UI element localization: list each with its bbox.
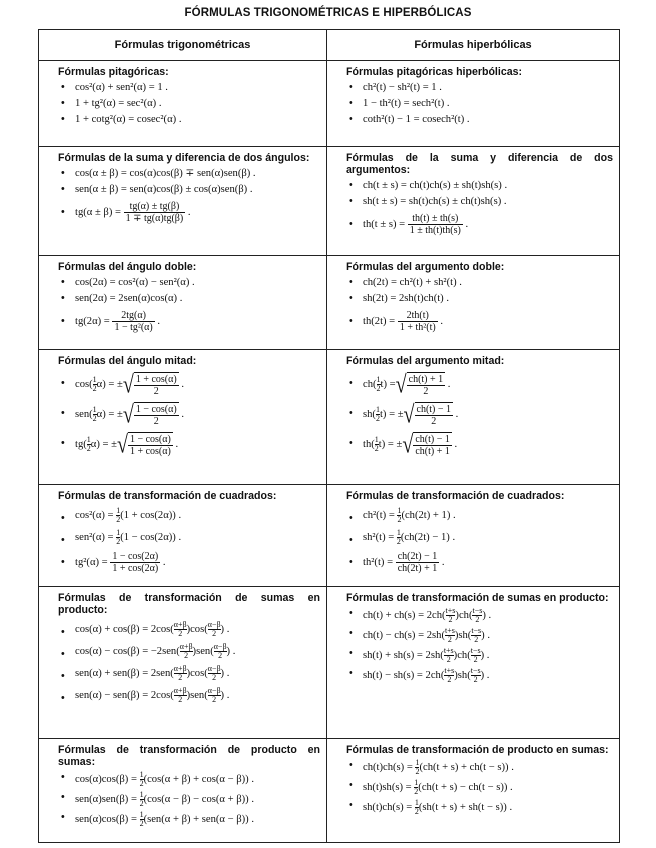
formula: • cos²(α) + sen²(α) = 1 . <box>59 81 320 94</box>
numerator: 1 <box>376 375 381 384</box>
fraction <box>396 551 440 574</box>
formula <box>59 507 320 524</box>
numerator: 1 <box>92 375 97 384</box>
arg-fraction <box>214 643 227 660</box>
formula-text: sh(t)ch(s) = <box>363 801 413 813</box>
formula-table <box>38 29 620 843</box>
section-title: Fórmulas del argumento doble: <box>346 261 505 273</box>
formula-lhs: th(t ± s) = <box>363 218 406 230</box>
arg-fraction <box>471 667 481 684</box>
section-title: Fórmulas pitagóricas hiperbólicas: <box>346 66 523 78</box>
section-title: Fórmulas pitagóricas: <box>58 66 169 78</box>
formula-text: cos <box>190 667 205 679</box>
fraction <box>112 310 154 333</box>
denominator: 2 <box>415 767 420 776</box>
numerator: ch(t) + 1 <box>408 374 444 385</box>
formula-text: sen(α)cos(β) = <box>75 813 137 825</box>
fraction <box>398 310 438 333</box>
denominator: 2 <box>444 675 454 684</box>
formula-text: (1 − cos(2α)) . <box>120 531 182 543</box>
numerator: 1 − cos(α) <box>129 434 171 445</box>
fraction <box>128 434 173 457</box>
numerator: ch(t) − 1 <box>415 434 450 445</box>
numerator: α+β <box>173 686 187 695</box>
section-title: Fórmulas de transformación de cuadrados: <box>346 490 565 502</box>
fraction <box>124 201 186 224</box>
formula: • 1 + tg²(α) = sec²(α) . <box>59 97 320 110</box>
formula-text: sen(α) − sen(β) = 2cos <box>75 689 171 701</box>
formula: • ch(2t) = ch²(t) + sh²(t) . <box>347 276 613 289</box>
formula-text: cos( <box>75 378 93 390</box>
section-row <box>39 350 620 485</box>
section-cell <box>327 350 619 465</box>
denominator: 2 <box>471 635 481 644</box>
numerator: 1 <box>139 790 144 799</box>
formula: • sh(t ± s) = sh(t)ch(s) ± ch(t)sh(s) . <box>347 195 613 208</box>
arg-fraction <box>471 627 481 644</box>
numerator: α−β <box>207 686 221 695</box>
denominator: 2 <box>214 651 227 660</box>
formula: • sen( $\frac{1}{2}$ α) = ±√ $\frac{1 - \cos(\alpha)}{2}$ . <box>59 402 320 427</box>
denominator: 2 <box>174 629 187 638</box>
formula-text: t) = ± <box>379 408 404 420</box>
numerator: 1 <box>415 758 420 767</box>
formula-text: cos(α) + cos(β) = 2cos <box>75 623 171 635</box>
denominator: 2 <box>374 444 379 453</box>
formula-text: cos(α)cos(β) = <box>75 773 137 785</box>
denominator: 2 <box>471 675 481 684</box>
section-title: Fórmulas del argumento mitad: <box>346 355 505 367</box>
numerator: t+s <box>444 626 455 635</box>
fraction <box>110 551 160 574</box>
formula-text: cos²(α) = <box>75 509 114 521</box>
numerator: t−s <box>472 606 483 615</box>
formula-text: ch(t) − ch(s) = 2sh <box>363 629 442 641</box>
formula: • ch(t ± s) = ch(t)ch(s) ± sh(t)sh(s) . <box>347 179 613 192</box>
formula: • th²(t) = $\frac{ch(2t) - 1}{ch(2t) + 1}$ . <box>347 551 613 574</box>
denominator: ch(t) + 1 <box>415 446 450 457</box>
denominator: 1 − tg²(α) <box>114 322 153 333</box>
section-title: Fórmulas de la suma y diferencia de dos argumentos: <box>346 152 613 176</box>
section-title: Fórmulas de transformación de sumas en producto: <box>346 592 609 604</box>
arg-fraction <box>472 607 482 624</box>
formula: • ch(t) + ch(s) = 2ch( $\frac{t+s}{2}$ )ch( $\frac{t-s}{2}$ ) . <box>347 607 613 624</box>
formula-text: sh <box>457 669 468 681</box>
denominator: 1 ± th(t)th(s) <box>409 225 461 236</box>
fraction <box>415 404 454 427</box>
denominator: 2 <box>92 414 97 423</box>
formula <box>347 779 613 796</box>
formula-text: ch²(t) = <box>363 509 395 521</box>
numerator: α+β <box>173 664 187 673</box>
square-root: √ $\frac{ch(t) + 1}{2}$ <box>395 370 444 399</box>
fraction <box>408 213 463 236</box>
denominator: 2 <box>446 615 456 624</box>
square-root: √ $\frac{ch(t) - 1}{2}$ <box>403 400 452 429</box>
formula: • cos(α) + cos(β) = 2cos( $\frac{\alpha+\beta}{2}$ )cos( $\frac{\alpha-\beta}{2}$ ) . <box>59 621 320 638</box>
denominator: 2 <box>414 787 419 796</box>
numerator: 1 <box>375 405 380 414</box>
denominator: 2 <box>180 651 193 660</box>
formula-text: α) = ± <box>90 438 117 450</box>
formula-text: (1 + cos(2α)) . <box>120 509 182 521</box>
section-title: Fórmulas de transformación de cuadrados: <box>58 490 277 502</box>
denominator: ch(2t) + 1 <box>397 563 438 574</box>
formula: • 1 − th²(t) = sech²(t) . <box>347 97 613 110</box>
formula: • cos( $\frac{1}{2}$ α) = ±√ $\frac{1 + \cos(\alpha)}{2}$ . <box>59 372 320 397</box>
formula: • cos(2α) = cos²(α) − sen²(α) . <box>59 276 320 289</box>
numerator: th(t) ± th(s) <box>412 213 459 224</box>
formula <box>59 811 320 828</box>
arg-fraction <box>444 667 454 684</box>
numerator: 1 <box>396 528 401 537</box>
formula: • tg( $\frac{1}{2}$ α) = ±√ $\frac{1 - \cos(\alpha)}{1 + \cos(\alpha)}$ . <box>59 432 320 457</box>
denominator: 1 + cos(2α) <box>112 563 159 574</box>
formula: • tg(α ± β) = $\frac{tg(\alpha) \pm tg(\beta)}{1 \mp tg(\alpha)tg(\beta)}$ . <box>59 201 320 224</box>
formula <box>347 507 613 524</box>
denominator: 2 <box>445 635 455 644</box>
fraction <box>134 374 179 397</box>
formula-lhs: tg(2α) = <box>75 315 110 327</box>
numerator: 1 <box>414 778 419 787</box>
section-cell <box>39 350 326 465</box>
formula: • ch²(t) − sh²(t) = 1 . <box>347 81 613 94</box>
numerator: α−β <box>207 620 221 629</box>
section-cell <box>39 587 326 712</box>
formula: • sen(α ± β) = sen(α)cos(β) ± cos(α)sen(β) . <box>59 183 320 196</box>
formula: • sen(2α) = 2sen(α)cos(α) . <box>59 292 320 305</box>
section-cell <box>327 739 619 822</box>
fraction <box>407 374 446 397</box>
section-cell <box>39 739 326 834</box>
formula-text: sh(t) + sh(s) = 2sh <box>363 649 441 661</box>
formula-text: (ch(2t) − 1) . <box>400 531 456 543</box>
section-title: Fórmulas de transformación de sumas en producto: <box>58 592 320 616</box>
formula-lhs: th(2t) = <box>363 315 396 327</box>
section-cell <box>39 61 326 132</box>
denominator: 2 <box>174 695 187 704</box>
formula-text: (cos(α + β) + cos(α − β)) . <box>143 773 254 785</box>
numerator: t+s <box>443 646 454 655</box>
section-row <box>39 256 620 350</box>
denominator: 2 <box>208 695 221 704</box>
page-title: FÓRMULAS TRIGONOMÉTRICAS E HIPERBÓLICAS <box>184 7 472 19</box>
denominator: 1 + th²(t) <box>399 322 436 333</box>
numerator: 1 <box>116 506 121 515</box>
denominator: 2 <box>174 673 187 682</box>
formula: • th(2t) = $\frac{2th(t)}{\text{1 + th²(t)}}$ . <box>347 310 613 333</box>
formula: • 1 + cotg²(α) = cosec²(α) . <box>59 113 320 126</box>
formula-text: (ch(t + s) − ch(t − s)) . <box>418 781 513 793</box>
numerator: α+β <box>179 642 193 651</box>
formula-text: ch <box>457 649 468 661</box>
formula-text: sen(α) + sen(β) = 2sen <box>75 667 171 679</box>
formula: • tg(2α) = $\frac{2tg(\alpha)}{\text{1 − tg²(α)}}$ . <box>59 310 320 333</box>
section-cell <box>39 485 326 582</box>
formula-text: sen²(α) = <box>75 531 114 543</box>
formula-text: t) = <box>380 378 396 390</box>
formula-text: cos(α) − cos(β) = −2sen <box>75 645 177 657</box>
section-row <box>39 61 620 147</box>
formula-text: sen(α)sen(β) = <box>75 793 137 805</box>
formula-text: sen( <box>75 408 93 420</box>
numerator: 1 <box>92 405 97 414</box>
formula: • ch( $\frac{1}{2}$ t) =√ $\frac{ch(t) + 1}{2}$ . <box>347 372 613 397</box>
denominator: 2 <box>86 444 91 453</box>
denominator: 2 <box>139 819 144 828</box>
formula-text: tg( <box>75 438 87 450</box>
arg-fraction <box>444 647 454 664</box>
denominator: 2 <box>139 799 144 808</box>
header-row <box>39 30 620 61</box>
formula-text: ch <box>458 609 469 621</box>
denominator: 2 <box>208 629 221 638</box>
section-cell <box>327 147 619 244</box>
section-title: Fórmulas de transformación de producto en sumas: <box>58 744 320 768</box>
formula-text: ch( <box>363 378 377 390</box>
formula: • tg²(α) = $\frac{1 - \cos(2\alpha)}{1 + \cos(2\alpha)}$ . <box>59 551 320 574</box>
section-title: Fórmulas del ángulo mitad: <box>58 355 197 367</box>
numerator: 2th(t) <box>406 310 429 321</box>
numerator: 1 + cos(α) <box>135 374 177 385</box>
formula-text: (ch(t + s) + ch(t − s)) . <box>419 761 514 773</box>
numerator: t+s <box>445 606 456 615</box>
formula-text: α) = ± <box>96 378 123 390</box>
section-row <box>39 739 620 843</box>
formula-text: tg²(α) = <box>75 556 108 568</box>
formula: • coth²(t) − 1 = cosech²(t) . <box>347 113 613 126</box>
denominator: 2 <box>92 384 97 393</box>
section-row <box>39 485 620 587</box>
formula: • th(t ± s) = $\frac{th(t) \pm th(s)}{1 \pm th(t)th(s)}$ . <box>347 213 613 236</box>
formula-text: (ch(2t) + 1) . <box>401 509 456 521</box>
denominator: 2 <box>375 414 380 423</box>
formula <box>347 529 613 546</box>
arg-fraction <box>174 687 187 704</box>
denominator: 2 <box>407 385 446 397</box>
formula: • sh(t) − sh(s) = 2ch( $\frac{t+s}{2}$ )sh( $\frac{t-s}{2}$ ) . <box>347 667 613 684</box>
numerator: ch(2t) − 1 <box>397 551 438 562</box>
section-title: Fórmulas de transformación de producto en sumas: <box>346 744 609 756</box>
numerator: 1 <box>139 770 144 779</box>
denominator: 2 <box>134 385 179 397</box>
numerator: tg(α) ± tg(β) <box>129 201 180 212</box>
section-row <box>39 147 620 256</box>
numerator: t+s <box>444 666 455 675</box>
numerator: 1 − cos(α) <box>135 404 177 415</box>
arg-fraction <box>208 621 221 638</box>
section-cell <box>39 256 326 341</box>
arg-fraction <box>471 647 481 664</box>
numerator: ch(t) − 1 <box>416 404 452 415</box>
formula <box>347 759 613 776</box>
numerator: t−s <box>471 626 482 635</box>
formula: • sh( $\frac{1}{2}$ t) = ±√ $\frac{ch(t) - 1}{2}$ . <box>347 402 613 427</box>
formula <box>59 771 320 788</box>
formula-text: (sen(α + β) + sen(α − β)) . <box>143 813 254 825</box>
arg-fraction <box>174 665 187 682</box>
square-root: √ $\frac{ch(t) - 1}{ch(t) + 1}$ <box>402 430 450 459</box>
numerator: 1 <box>86 435 91 444</box>
formula-text: α) = ± <box>96 408 123 420</box>
denominator: 1 ∓ tg(α)tg(β) <box>125 213 184 224</box>
section-cell <box>327 587 619 690</box>
numerator: α−β <box>207 664 221 673</box>
formula <box>59 791 320 808</box>
numerator: 1 − cos(2α) <box>112 551 159 562</box>
formula: • sh(t) + sh(s) = 2sh( $\frac{t+s}{2}$ )ch( $\frac{t-s}{2}$ ) . <box>347 647 613 664</box>
formula-text: cos <box>190 623 205 635</box>
formula-text: (cos(α − β) − cos(α + β)) . <box>143 793 254 805</box>
square-root: √ $\frac{1 - \cos(\alpha)}{1 + \cos(\alpha)}$ <box>116 430 171 459</box>
formula-text: sen <box>196 645 211 657</box>
numerator: α−β <box>213 642 227 651</box>
denominator: 2 <box>471 655 481 664</box>
numerator: 1 <box>397 506 402 515</box>
formula: • cos(α) − cos(β) = −2sen( $\frac{\alpha+\beta}{2}$ )sen( $\frac{\alpha-\beta}{2}$ ) . <box>59 643 320 660</box>
formula-text: sh <box>458 629 468 641</box>
header-trig: Fórmulas trigonométricas <box>39 30 327 61</box>
formula <box>347 799 613 816</box>
denominator: 2 <box>376 384 381 393</box>
section-row <box>39 587 620 739</box>
section-title: Fórmulas del ángulo doble: <box>58 261 197 273</box>
header-hyp: Fórmulas hiperbólicas <box>327 30 620 61</box>
arg-fraction <box>445 627 455 644</box>
denominator: 2 <box>116 537 121 546</box>
denominator: 2 <box>397 515 402 524</box>
formula-text: sh²(t) = <box>363 531 395 543</box>
numerator: α+β <box>173 620 187 629</box>
numerator: 1 <box>116 528 121 537</box>
denominator: 2 <box>396 537 401 546</box>
formula-text: th( <box>363 438 375 450</box>
square-root: √ $\frac{1 + \cos(\alpha)}{2}$ <box>122 370 177 399</box>
denominator: 2 <box>208 673 221 682</box>
denominator: 2 <box>472 615 482 624</box>
arg-fraction <box>180 643 193 660</box>
formula-text: sh( <box>363 408 376 420</box>
formula: • sen(α) − sen(β) = 2cos( $\frac{\alpha+\beta}{2}$ )sen( $\frac{\alpha-\beta}{2}$ ) . <box>59 687 320 704</box>
formula-text: th²(t) = <box>363 556 394 568</box>
numerator: t−s <box>470 646 481 655</box>
formula-text: ch(t)ch(s) = <box>363 761 413 773</box>
fraction <box>134 404 179 427</box>
formula-text: (sh(t + s) + sh(t − s)) . <box>418 801 513 813</box>
denominator: 2 <box>414 807 419 816</box>
numerator: 1 <box>374 435 379 444</box>
formula: • ch(t) − ch(s) = 2sh( $\frac{t+s}{2}$ )sh( $\frac{t-s}{2}$ ) . <box>347 627 613 644</box>
formula-text: t) = ± <box>378 438 403 450</box>
denominator: 2 <box>139 779 144 788</box>
numerator: 1 <box>414 798 419 807</box>
section-cell <box>327 61 619 132</box>
formula-text: sh(t) − sh(s) = 2ch <box>363 669 441 681</box>
formula-lhs: tg(α ± β) = <box>75 206 121 218</box>
numerator: 1 <box>139 810 144 819</box>
denominator: 2 <box>116 515 121 524</box>
arg-fraction <box>208 665 221 682</box>
section-cell <box>327 256 619 341</box>
numerator: 2tg(α) <box>121 310 146 321</box>
formula <box>59 529 320 546</box>
formula-text: sen <box>190 689 205 701</box>
arg-fraction <box>208 687 221 704</box>
formula: • th( $\frac{1}{2}$ t) = ±√ $\frac{ch(t) - 1}{ch(t) + 1}$ . <box>347 432 613 457</box>
section-cell <box>39 147 326 232</box>
formula: • cos(α ± β) = cos(α)cos(β) ∓ sen(α)sen(β) . <box>59 167 320 180</box>
arg-fraction <box>446 607 456 624</box>
denominator: 2 <box>415 415 454 427</box>
denominator: 2 <box>134 415 179 427</box>
formula: • sen(α) + sen(β) = 2sen( $\frac{\alpha+\beta}{2}$ )cos( $\frac{\alpha-\beta}{2}$ ) . <box>59 665 320 682</box>
formula-text: ch(t) + ch(s) = 2ch <box>363 609 443 621</box>
section-title: Fórmulas de la suma y diferencia de dos ángulos: <box>58 152 310 164</box>
numerator: t−s <box>470 666 481 675</box>
formula-text: sh(t)sh(s) = <box>363 781 412 793</box>
section-cell <box>327 485 619 582</box>
formula: • sh(2t) = 2sh(t)ch(t) . <box>347 292 613 305</box>
denominator: 2 <box>444 655 454 664</box>
fraction <box>413 434 452 457</box>
arg-fraction <box>174 621 187 638</box>
denominator: 1 + cos(α) <box>129 446 171 457</box>
square-root: √ $\frac{1 - \cos(\alpha)}{2}$ <box>122 400 177 429</box>
